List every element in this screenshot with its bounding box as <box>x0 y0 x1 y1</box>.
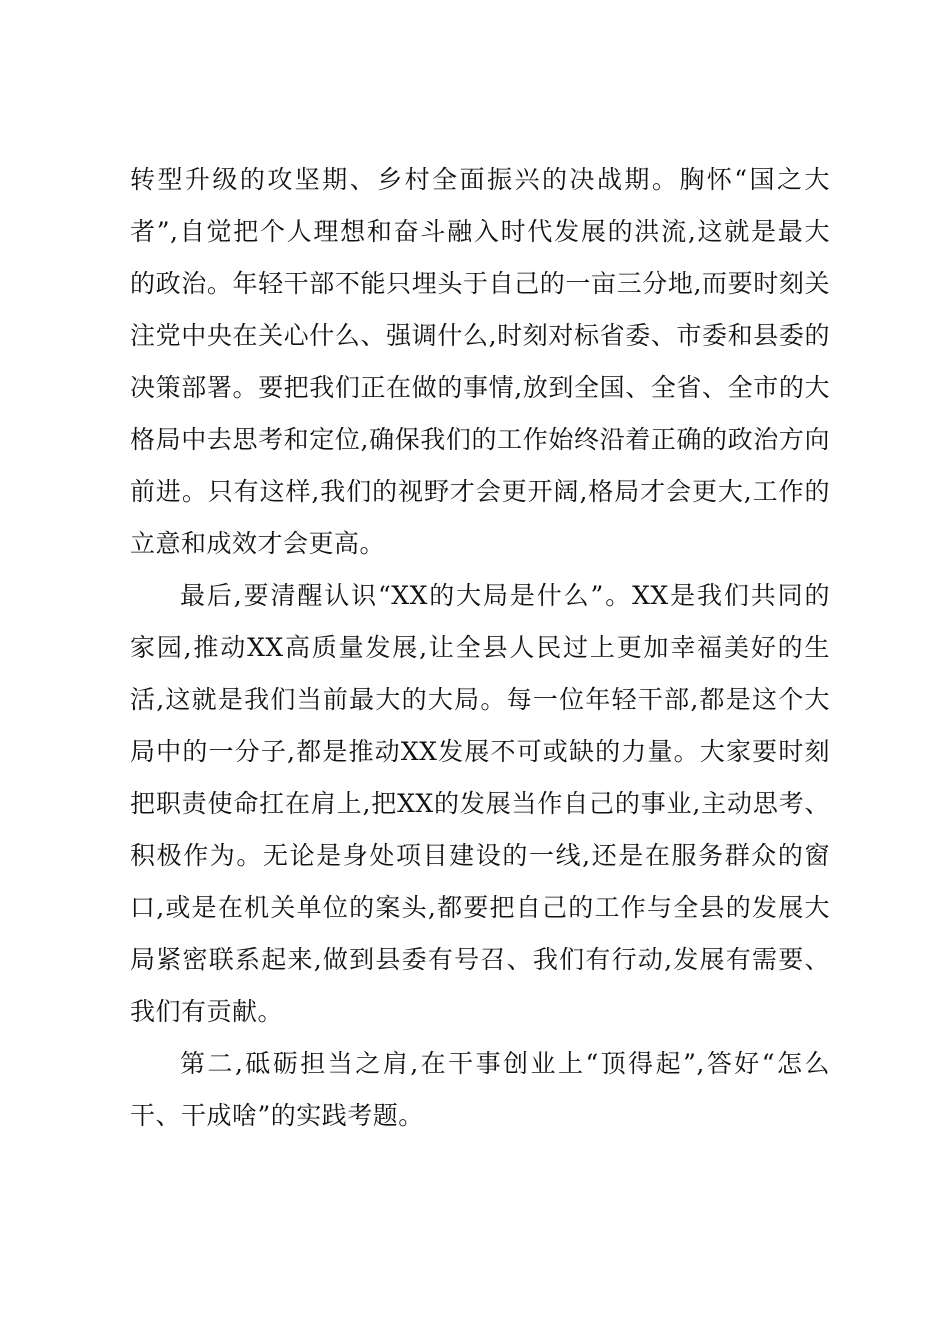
text-line: 第二,砥砺担当之肩,在干事创业上“顶得起”,答好“怎么 <box>180 1049 830 1078</box>
text-line: 干、干成啥”的实践考题。 <box>130 1101 424 1130</box>
text-line: 注党中央在关心什么、强调什么,时刻对标省委、市委和县委的 <box>130 321 830 350</box>
text-line: 立意和成效才会更高。 <box>130 529 386 558</box>
paragraph-1 <box>130 154 830 570</box>
document-body <box>130 154 830 1142</box>
text-line: 把职责使命扛在肩上,把XX的发展当作自己的事业,主动思考、 <box>130 789 830 818</box>
text-line: 最后,要清醒认识“XX的大局是什么”。XX是我们共同的 <box>180 581 830 610</box>
text-line: 的政治。年轻干部不能只埋头于自己的一亩三分地,而要时刻关 <box>130 269 830 298</box>
text-line: 局中的一分子,都是推动XX发展不可或缺的力量。大家要时刻 <box>130 737 830 766</box>
text-line: 者”,自觉把个人理想和奋斗融入时代发展的洪流,这就是最大 <box>130 217 830 246</box>
text-line: 决策部署。要把我们正在做的事情,放到全国、全省、全市的大 <box>130 373 830 402</box>
text-line: 局紧密联系起来,做到县委有号召、我们有行动,发展有需要、 <box>130 945 830 974</box>
text-line: 我们有贡献。 <box>130 997 284 1026</box>
text-line: 口,或是在机关单位的案头,都要把自己的工作与全县的发展大 <box>130 893 830 922</box>
text-line: 积极作为。无论是身处项目建设的一线,还是在服务群众的窗 <box>130 841 830 870</box>
text-line: 家园,推动XX高质量发展,让全县人民过上更加幸福美好的生 <box>130 633 830 662</box>
text-line: 活,这就是我们当前最大的大局。每一位年轻干部,都是这个大 <box>130 685 830 714</box>
text-line: 转型升级的攻坚期、乡村全面振兴的决战期。胸怀“国之大 <box>130 165 830 194</box>
paragraph-2 <box>130 570 830 1038</box>
paragraph-3 <box>130 1038 830 1142</box>
text-line: 前进。只有这样,我们的视野才会更开阔,格局才会更大,工作的 <box>130 477 830 506</box>
text-line: 格局中去思考和定位,确保我们的工作始终沿着正确的政治方向 <box>130 425 830 454</box>
